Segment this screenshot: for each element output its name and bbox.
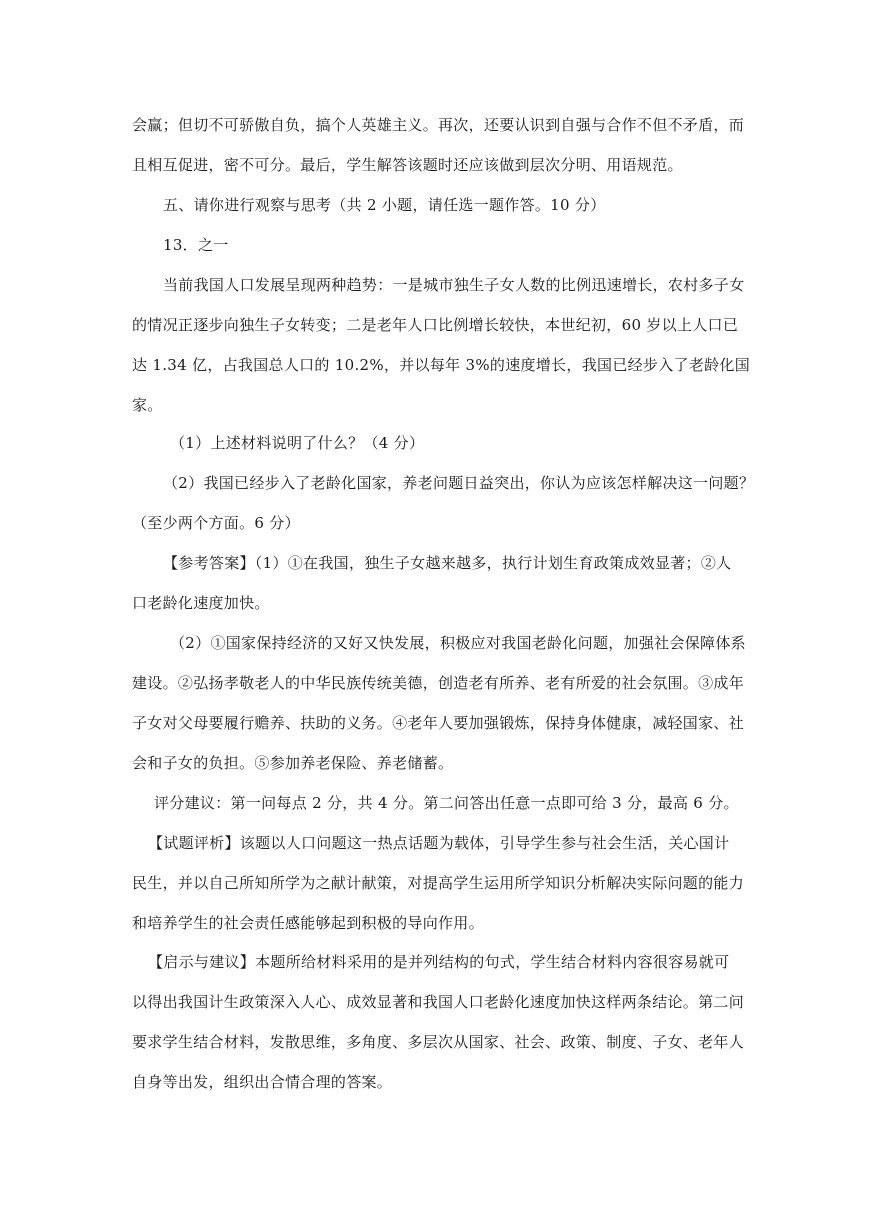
question-number: 13．之一 — [163, 236, 229, 254]
paragraph-line: 子女对父母要履行赡养、扶助的义务。④老年人要加强锻炼，保持身体健康，减轻国家、社 — [132, 714, 745, 732]
paragraph-line: 当前我国人口发展呈现两种趋势：一是城市独生子女人数的比例迅速增长，农村多子女 — [163, 276, 745, 294]
paragraph-line: 会赢；但切不可骄傲自负，搞个人英雄主义。再次，还要认识到自强与合作不但不矛盾，而 — [132, 116, 745, 134]
paragraph-line: （至少两个方面。6 分） — [132, 514, 300, 532]
sub-question-2: （2）我国已经步入了老龄化国家，养老问题日益突出，你认为应该怎样解决这一问题？ — [163, 474, 755, 492]
paragraph-line: 建设。②弘扬孝敬老人的中华民族传统美德，创造老有所养、老有所爱的社会氛围。③成年 — [132, 674, 745, 692]
paragraph-line: 民生，并以自己所知所学为之献计献策，对提高学生运用所学知识分析解决实际问题的能力 — [132, 874, 745, 892]
suggestion-line: 【启示与建议】本题所给材料采用的是并列结构的句式，学生结合材料内容很容易就可 — [148, 953, 730, 971]
scoring-advice: 评分建议：第一问每点 2 分，共 4 分。第二问答出任意一点即可给 3 分，最高 6 分。 — [154, 794, 739, 812]
reference-answer-line: 【参考答案】（1）①在我国，独生子女越来越多，执行计划生育政策成效显著；②人 — [163, 554, 732, 572]
paragraph-line: 达 1.34 亿，占我国总人口的 10.2%，并以每年 3%的速度增长，我国已经步入了老龄化国 — [132, 356, 751, 374]
paragraph-line: 会和子女的负担。⑤参加养老保险、养老储蓄。 — [132, 754, 454, 772]
analysis-line: 【试题评析】该题以人口问题这一热点话题为载体，引导学生参与社会生活，关心国计 — [148, 834, 730, 852]
paragraph-line: 口老龄化速度加快。 — [132, 594, 270, 612]
paragraph-line: 的情况正逐步向独生子女转变；二是老年人口比例增长较快，本世纪初，60 岁以上人口已 — [132, 316, 739, 334]
sub-question-1: （1）上述材料说明了什么？（4 分） — [170, 434, 425, 452]
paragraph-line: 自身等出发，组织出合情合理的答案。 — [132, 1073, 393, 1091]
paragraph-line: 家。 — [132, 396, 163, 414]
paragraph-line: （2）①国家保持经济的又好又快发展，积极应对我国老龄化问题，加强社会保障体系 — [170, 634, 746, 652]
section-heading: 五、请你进行观察与思考（共 2 小题，请任选一题作答。10 分） — [163, 196, 606, 214]
paragraph-line: 和培养学生的社会责任感能够起到积极的导向作用。 — [132, 914, 484, 932]
paragraph-line: 以得出我国计生政策深入人心、成效显著和我国人口老龄化速度加快这样两条结论。第二问 — [132, 993, 745, 1011]
paragraph-line: 且相互促进，密不可分。最后，学生解答该题时还应该做到层次分明、用语规范。 — [132, 156, 683, 174]
paragraph-line: 要求学生结合材料，发散思维，多角度、多层次从国家、社会、政策、制度、子女、老年人 — [132, 1033, 745, 1051]
